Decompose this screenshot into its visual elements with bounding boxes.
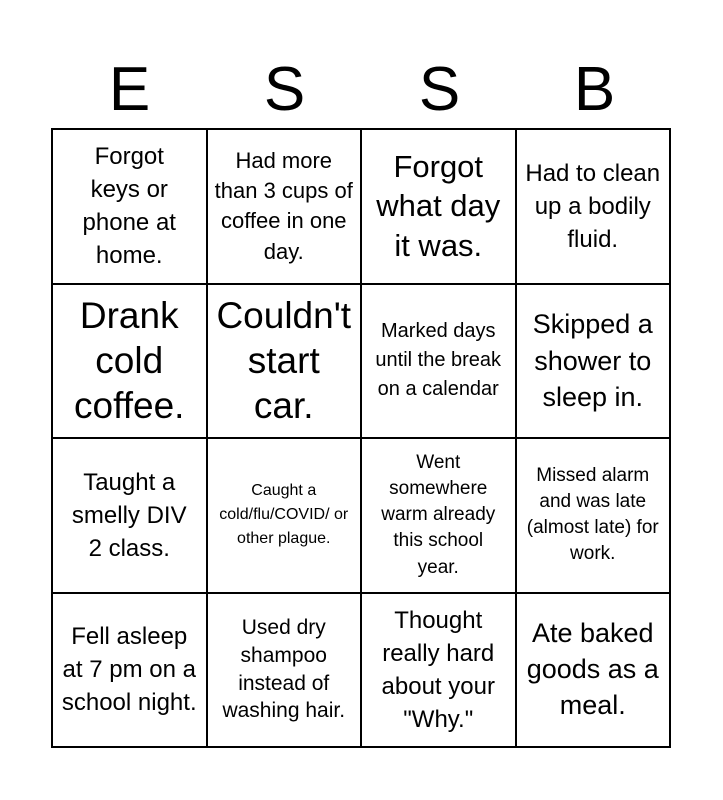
cell-text: Couldn't start car. [216,295,352,427]
header-letter-e: E [108,55,151,124]
bingo-cell[interactable] [516,438,671,593]
cell-text: Had to clean up a bodily fluid. [525,159,661,253]
header-letter-s1: S [263,55,306,124]
bingo-cell[interactable] [516,284,671,439]
cell-text: Marked days until the break on a calendar [375,320,502,401]
bingo-cell[interactable] [516,593,671,748]
cell-text: Missed alarm and was late (almost late) for work. [526,464,659,565]
cell-text: Thought really hard about your "Why." [381,606,495,733]
bingo-header [52,52,672,128]
bingo-cell[interactable] [207,284,362,439]
cell-text: Used dry shampoo instead of washing hair. [222,616,346,723]
bingo-cell[interactable] [52,593,207,748]
cell-text: Went somewhere warm already this school year. [381,451,496,578]
cell-text: Caught a cold/flu/COVID/ or other plague. [219,482,349,548]
cell-text: Drank cold coffee. [74,295,185,427]
header-letter-s2: S [418,55,461,124]
cell-text: Had more than 3 cups of coffee in one day. [214,147,353,264]
cell-text: Forgot what day it was. [376,148,501,264]
cell-text: Forgot keys or phone at home. [82,143,176,270]
bingo-cell[interactable] [361,284,516,439]
bingo-cell[interactable] [516,129,671,284]
bingo-card [51,128,671,748]
bingo-cell[interactable] [361,129,516,284]
cell-text: Fell asleep at 7 pm on a school night. [61,623,197,717]
cell-text: Taught a smelly DIV 2 class. [71,468,187,562]
bingo-cell[interactable] [52,284,207,439]
header-letter-b: B [573,55,616,124]
bingo-cell[interactable] [207,129,362,284]
cell-text: Ate baked goods as a meal. [526,618,659,720]
bingo-cell[interactable] [361,438,516,593]
bingo-cell[interactable] [207,438,362,593]
bingo-cell[interactable] [207,593,362,748]
cell-text: Skipped a shower to sleep in. [532,309,653,412]
bingo-cell[interactable] [52,129,207,284]
bingo-cell[interactable] [361,593,516,748]
bingo-cell[interactable] [52,438,207,593]
